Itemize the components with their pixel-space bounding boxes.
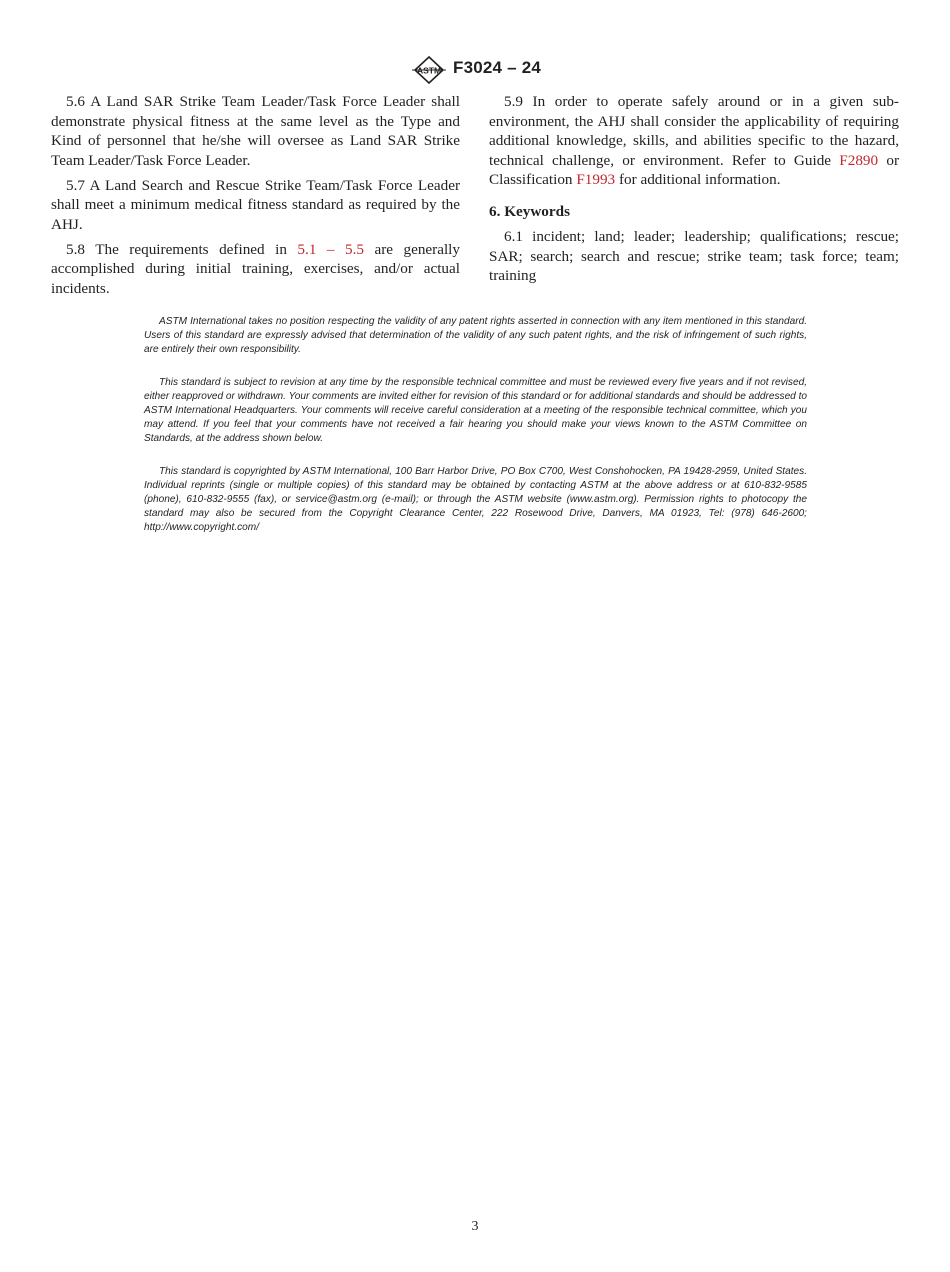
astm-logo-text: ASTM (416, 65, 442, 76)
paragraph-5-9-text-c: for additional information. (615, 171, 781, 188)
paragraph-6-1: 6.1 incident; land; leader; leadership; qualifications; rescue; SAR; search; search and rescue; strike team; task force; team; training (489, 228, 899, 284)
legal-notices (144, 315, 807, 554)
astm-logo (410, 56, 448, 84)
paragraph-5-9 (489, 92, 899, 190)
paragraph-5-9-text-b: or Classification (489, 151, 900, 188)
page-number: 3 (471, 1219, 479, 1234)
guide-f2890-link[interactable]: F2890 (839, 151, 879, 169)
standard-designation: F3024 – 24 (453, 58, 542, 77)
keywords-heading: 6. Keywords (489, 202, 570, 220)
paragraph-5-8-text-b: are generally accomplished during initial training, exercises, and/or actual incidents. (51, 240, 460, 297)
page-header (0, 56, 950, 84)
copyright-notice: This standard is copyrighted by ASTM International, 100 Barr Harbor Drive, PO Box C700, West Conshohocken, PA 19428-2959, United States. Individual reprints (single or multiple copies) of this standard may be obtained by contacting ASTM at the above address or at 610-832-9585 (phone), 610-832-9555 (fax), or service@astm.org (e-mail); or through the ASTM website (www.astm.org). Permission rights to photocopy the standard may also be secured from the Copyright Clearance Center, 222 Rosewood Drive, Danvers, MA 01923, Tel: (978) 646-2600; http://www.copyright.com/ (144, 466, 807, 533)
right-column (489, 92, 899, 291)
paragraph-5-7: 5.7 A Land Search and Rescue Strike Team/Task Force Leader shall meet a minimum medical fitness standard as required by the AHJ. (51, 176, 460, 233)
section-reference-link[interactable]: 5.1 – 5.5 (297, 240, 364, 258)
classification-f1993-link[interactable]: F1993 (576, 171, 616, 188)
paragraph-5-9-text-a: 5.9 In order to operate safely around or in a given sub-environment, the AHJ shall consider the applicability of requiring additional knowledge, skills, and abilities specific to the hazard, technical challenge, or environment. Refer to Guide (489, 93, 899, 169)
paragraph-5-8-text-a: 5.8 The requirements defined in (66, 240, 298, 258)
patent-notice: ASTM International takes no position respecting the validity of any patent rights asserted in connection with any item mentioned in this standard. Users of this standard are expressly advised that determination of the validity of any such patent rights, and the risk of infringement of such rights, are entirely their own responsibility. (144, 316, 807, 355)
left-column (51, 92, 460, 304)
revision-notice: This standard is subject to revision at any time by the responsible technical committee and must be reviewed every five years and if not revised, either reapproved or withdrawn. Your comments are invited either for revision of this standard or for additional standards and should be addressed to ASTM International Headquarters. Your comments will receive careful consideration at a meeting of the responsible technical committee, which you may attend. If you feel that your comments have not received a fair hearing you should make your views known to the ASTM Committee on Standards, at the address shown below. (144, 377, 808, 444)
paragraph-5-8 (51, 240, 460, 299)
paragraph-5-6: 5.6 A Land SAR Strike Team Leader/Task Force Leader shall demonstrate physical fitness at the same level as the Type and Kind of personnel that he/she will oversee as Land SAR Strike Team Leader/Task Force Leader. (51, 93, 460, 169)
